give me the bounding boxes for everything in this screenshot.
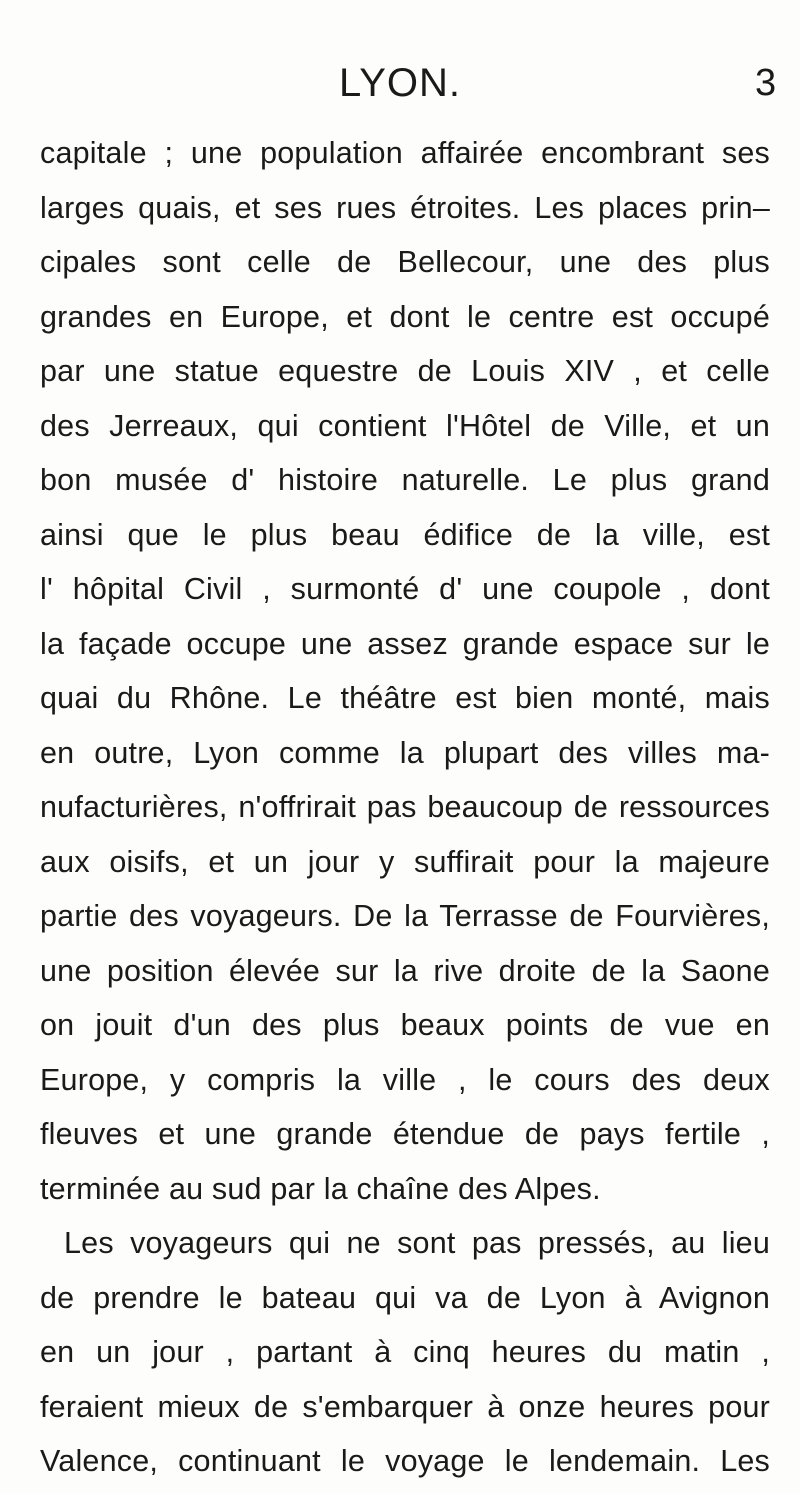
text-line: on jouit d'un des plus beaux points de vue en xyxy=(40,1008,770,1042)
text-line: une position élevée sur la rive droite de la Saone xyxy=(40,953,770,988)
text-line: quai du Rhône. Le théâtre est bien monté, mais xyxy=(40,681,770,715)
text-line: capitale ; une population affairée encombrant ses xyxy=(40,136,770,170)
text-line: fleuves et une grande étendue de pays fertile , xyxy=(40,1117,770,1151)
text-line: Europe, y compris la ville , le cours des deux xyxy=(40,1062,770,1097)
paragraph-start-line: Les voyageurs qui ne sont pas pressés, au lieu xyxy=(64,1226,770,1260)
text-line: cipales sont celle de Bellecour, une des plus xyxy=(40,245,770,279)
text-line: ainsi que le plus beau édifice de la ville, est xyxy=(40,517,770,552)
text-line: par une statue equestre de Louis XIV , et celle xyxy=(40,354,770,388)
body-text xyxy=(40,126,770,1489)
text-line: en un jour , partant à cinq heures du matin , xyxy=(40,1335,770,1369)
text-line: de prendre le bateau qui va de Lyon à Avignon xyxy=(40,1280,770,1315)
text-line: Valence, continuant le voyage le lendemain. Les xyxy=(40,1444,770,1478)
text-line: nufacturières, n'offrirait pas beaucoup de ressources xyxy=(40,790,770,824)
text-line: feraient mieux de s'embarquer à onze heures pour xyxy=(40,1389,770,1424)
paragraph-end-line: terminée au sud par la chaîne des Alpes. xyxy=(40,1171,601,1206)
text-line: l' hôpital Civil , surmonté d' une coupole , dont xyxy=(40,572,770,606)
page-number: 3 xyxy=(755,62,777,104)
text-line: larges quais, et ses rues étroites. Les places prin– xyxy=(40,190,770,225)
running-head xyxy=(0,58,800,108)
text-line: partie des voyageurs. De la Terrasse de Fourvières, xyxy=(40,899,770,933)
text-line: des Jerreaux, qui contient l'Hôtel de Ville, et un xyxy=(40,408,770,443)
running-title: LYON. xyxy=(338,61,462,105)
text-line: en outre, Lyon comme la plupart des villes ma- xyxy=(40,735,770,770)
text-line: bon musée d' histoire naturelle. Le plus grand xyxy=(40,463,770,497)
text-line: la façade occupe une assez grande espace sur le xyxy=(40,626,770,661)
text-line: grandes en Europe, et dont le centre est occupé xyxy=(40,299,770,334)
text-line: aux oisifs, et un jour y suffirait pour la majeure xyxy=(40,844,770,879)
